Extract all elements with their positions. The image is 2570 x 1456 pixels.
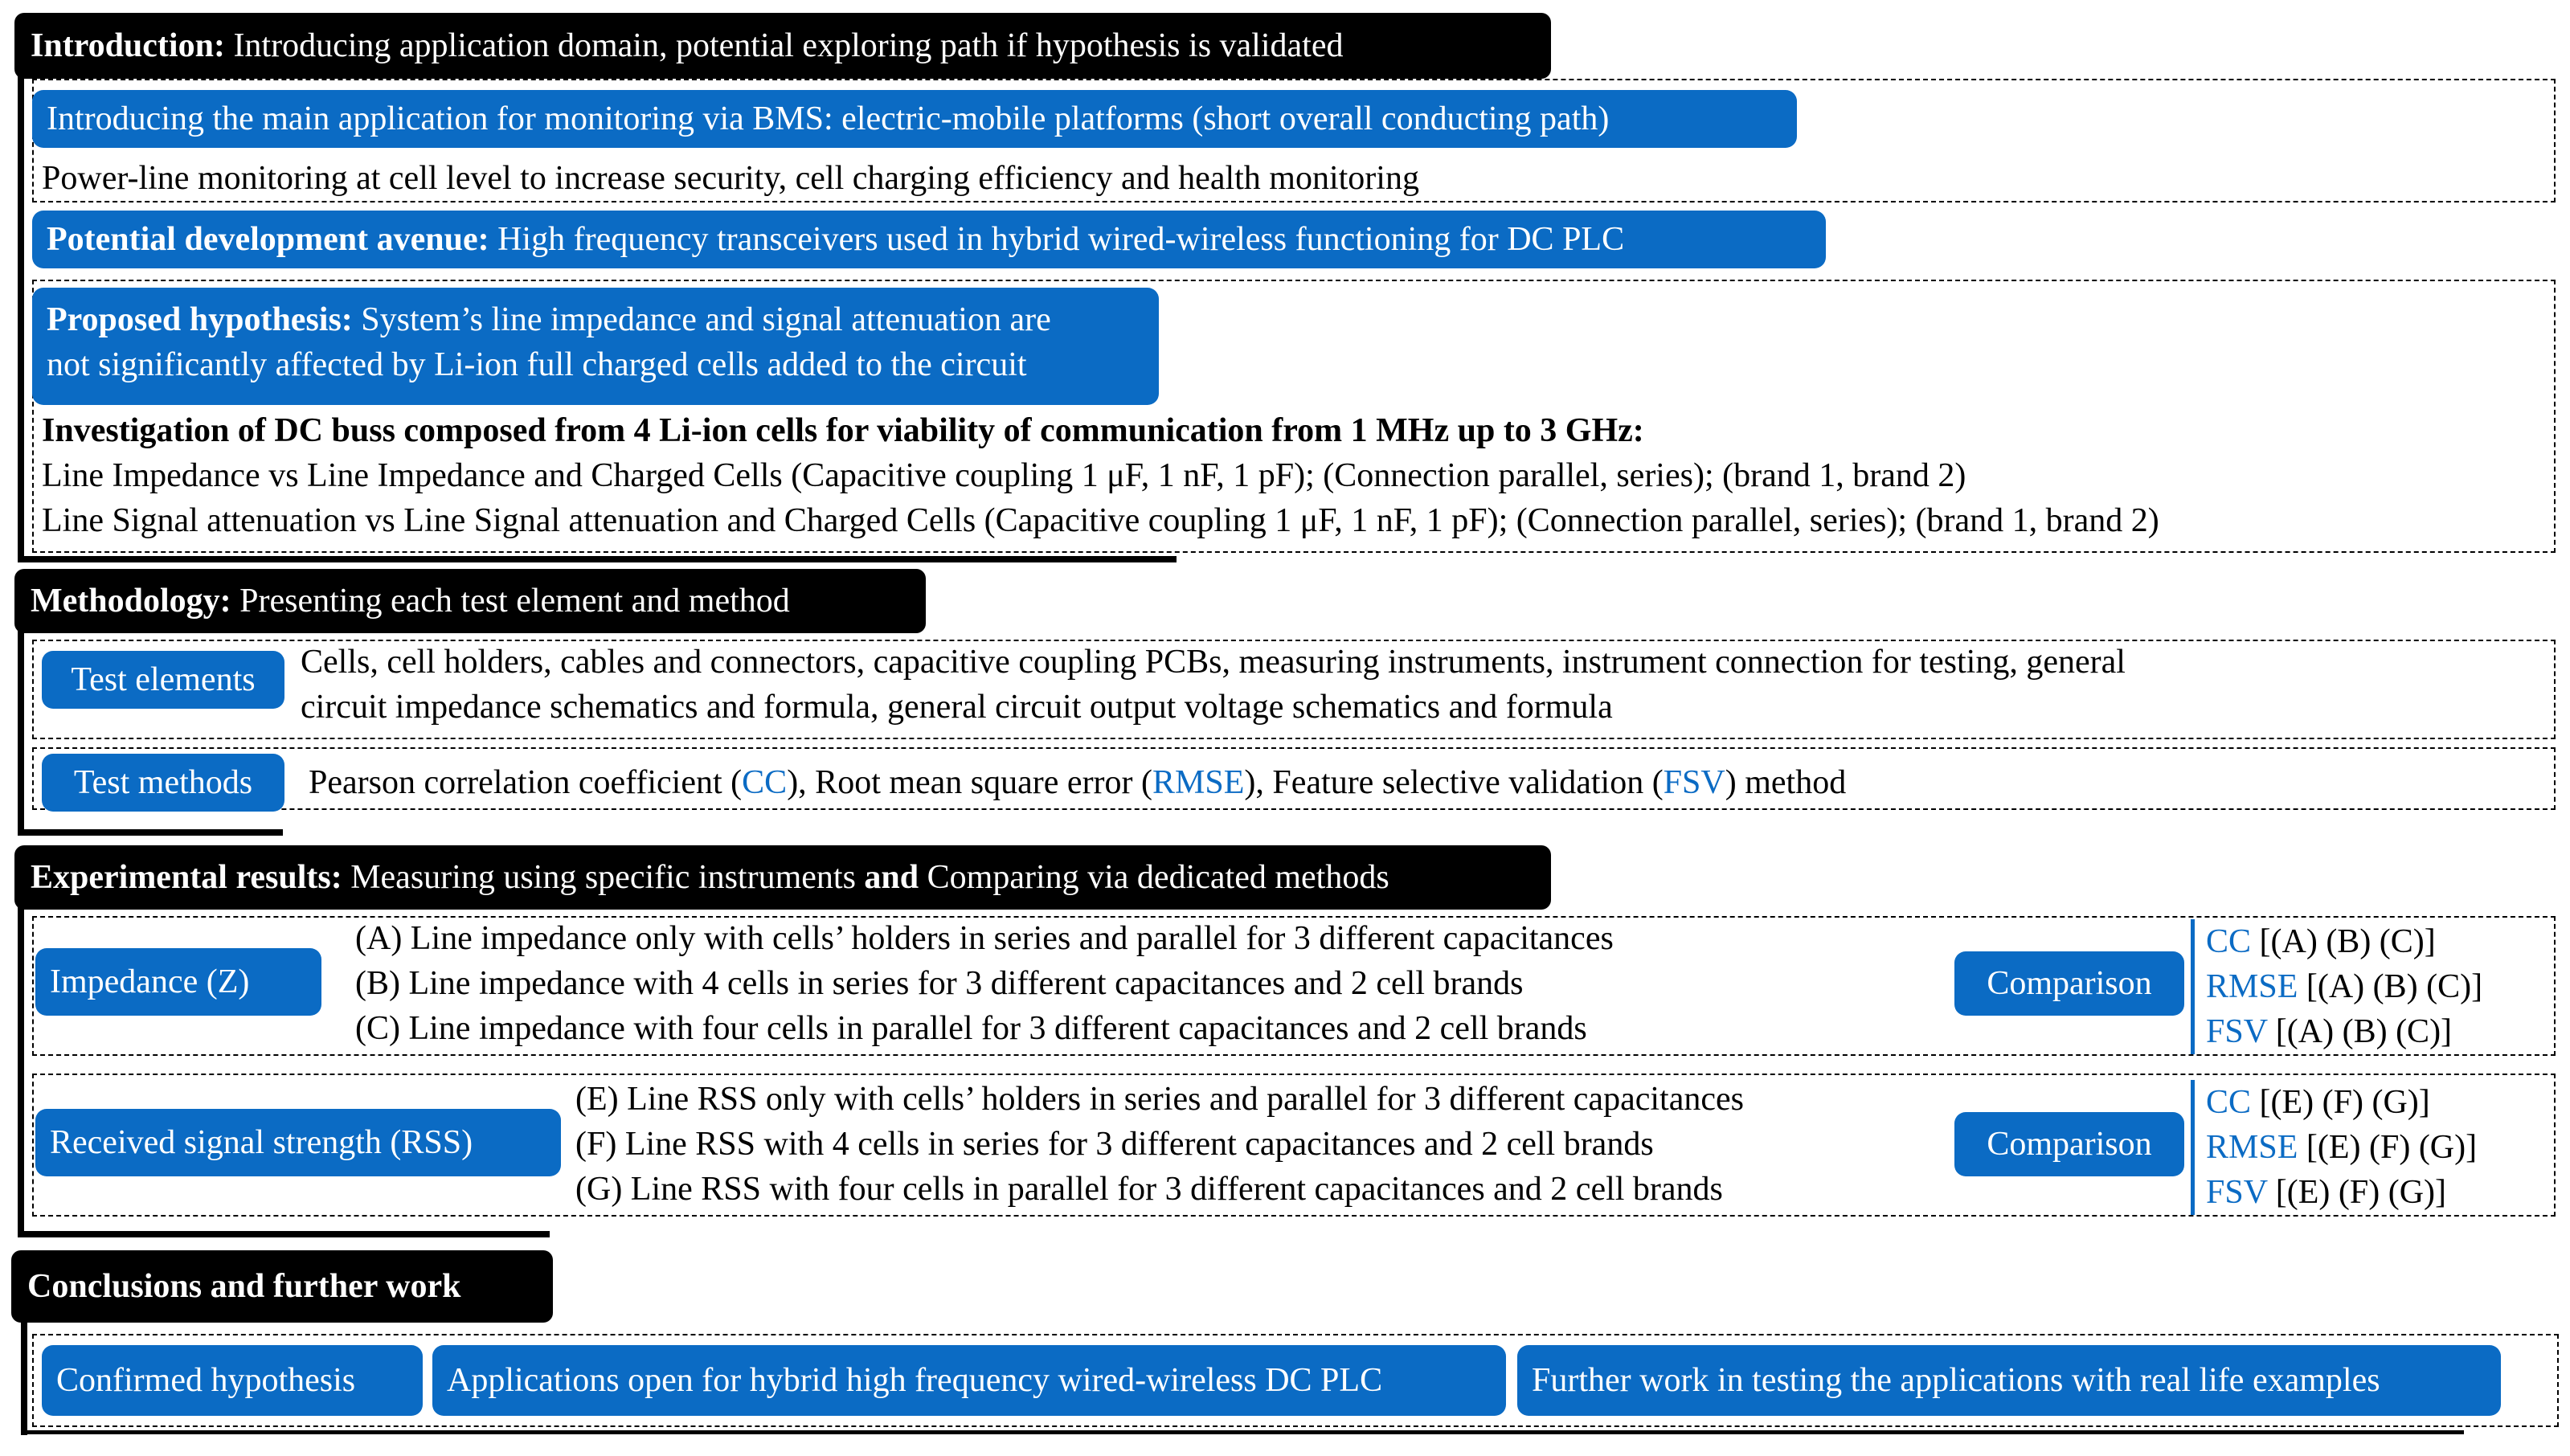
methodology-header-text: Presenting each test element and method: [231, 583, 790, 620]
impedance-comparison-rmse: [2206, 964, 2482, 1009]
rss-item-g: (G) Line RSS with four cells in parallel for 3 different capacitances and 2 cell brands: [575, 1171, 1723, 1208]
results-header: [14, 845, 1551, 910]
impedance-comparison-box: [1954, 951, 2184, 1016]
methods-fsv: FSV: [1663, 764, 1725, 801]
impedance-comparison-label: Comparison: [1987, 965, 2152, 1002]
rss-comparison-list: [2191, 1080, 2477, 1215]
rss-comparison-label: Comparison: [1987, 1126, 2152, 1163]
methods-cc: CC: [742, 764, 788, 801]
impedance-rmse-items: [(A) (B) (C)]: [2298, 968, 2483, 1005]
rss-cc-method: CC: [2206, 1084, 2252, 1121]
main-application-text: Introducing the main application for monitoring via BMS: electric-mobile platforms (short overall conducting path): [47, 100, 1610, 137]
introduction-base-line: [18, 556, 1177, 562]
methodology-header: [14, 569, 926, 633]
attenuation-investigation-text: Line Signal attenuation vs Line Signal attenuation and Charged Cells (Capacitive coupling 1 μF, 1 nF, 1 pF); (Connection parallel, series); (brand 1, brand 2): [42, 502, 2159, 539]
confirmed-hypothesis-text: Confirmed hypothesis: [56, 1362, 356, 1399]
rss-item-e: (E) Line RSS only with cells’ holders in series and parallel for 3 different capacitances: [575, 1081, 1744, 1118]
hypothesis-line-1: [47, 297, 1144, 342]
results-header-text-2: Comparing via dedicated methods: [919, 859, 1389, 896]
impedance-cc-method: CC: [2206, 923, 2252, 960]
methodology-base-line: [18, 829, 283, 836]
results-header-title: Experimental results:: [31, 859, 342, 896]
applications-box: [432, 1345, 1506, 1416]
rss-list: [575, 1077, 1744, 1212]
conclusions-header: [11, 1250, 553, 1323]
rss-comparison-rmse: [2206, 1125, 2477, 1170]
test-methods-text: [309, 760, 1846, 805]
impedance-investigation-text: Line Impedance vs Line Impedance and Charged Cells (Capacitive coupling 1 μF, 1 nF, 1 pF); (Connection parallel, series); (brand 1, brand 2): [42, 457, 1966, 494]
development-avenue-title: Potential development avenue:: [47, 221, 489, 258]
rss-rmse-method: RMSE: [2206, 1129, 2298, 1166]
confirmed-hypothesis-box: [42, 1345, 423, 1416]
results-base-line: [18, 1231, 550, 1237]
development-avenue-text: High frequency transceivers used in hybrid wired-wireless functioning for DC PLC: [489, 221, 1625, 258]
methods-text-4: ) method: [1725, 764, 1847, 801]
impedance-box: [35, 948, 321, 1016]
development-avenue-box: [32, 211, 1826, 268]
results-header-text-1: Measuring using specific instruments: [342, 859, 865, 896]
hypothesis-text-1: System’s line impedance and signal attenuation are: [352, 301, 1051, 338]
impedance-item-c: (C) Line impedance with four cells in parallel for 3 different capacitances and 2 cell brands: [355, 1010, 1587, 1047]
test-elements-box: [42, 651, 284, 709]
test-elements-label: Test elements: [71, 661, 256, 698]
introduction-header-text: Introducing application domain, potential exploring path if hypothesis is validated: [224, 27, 1344, 64]
rss-fsv-items: [(E) (F) (G)]: [2267, 1174, 2447, 1211]
rss-comparison-box: [1954, 1112, 2184, 1176]
impedance-cc-items: [(A) (B) (C)]: [2251, 923, 2436, 960]
introduction-header-title: Introduction:: [31, 27, 225, 64]
results-header-and: and: [864, 859, 919, 896]
methods-text-1: Pearson correlation coefficient (: [309, 764, 743, 801]
impedance-list: [355, 916, 1614, 1051]
impedance-item-b: (B) Line impedance with 4 cells in series for 3 different capacitances and 2 cell brands: [355, 965, 1524, 1002]
power-line-monitoring-text: Power-line monitoring at cell level to increase security, cell charging efficiency and health monitoring: [42, 160, 1419, 197]
test-elements-text-2: circuit impedance schematics and formula, general circuit output voltage schematics and formula: [301, 689, 1613, 726]
further-work-box: [1517, 1345, 2501, 1416]
hypothesis-line-2: not significantly affected by Li-ion full charged cells added to the circuit: [47, 346, 1027, 383]
rss-fsv-method: FSV: [2206, 1174, 2268, 1211]
applications-text: Applications open for hybrid high frequency wired-wireless DC PLC: [447, 1362, 1383, 1399]
rss-item-f: (F) Line RSS with 4 cells in series for 3 different capacitances and 2 cell brands: [575, 1126, 1654, 1163]
test-methods-box: [42, 754, 284, 812]
rss-comparison-cc: [2206, 1080, 2477, 1125]
impedance-label: Impedance (Z): [50, 963, 250, 1000]
rss-comparison-fsv: [2206, 1170, 2477, 1215]
main-application-box: [32, 90, 1797, 148]
methods-rmse: RMSE: [1152, 764, 1245, 801]
conclusions-header-title: Conclusions and further work: [27, 1268, 461, 1305]
impedance-rmse-method: RMSE: [2206, 968, 2298, 1005]
methods-text-2: ), Root mean square error (: [787, 764, 1153, 801]
impedance-item-a: (A) Line impedance only with cells’ holders in series and parallel for 3 different capacitances: [355, 920, 1614, 957]
rss-rmse-items: [(E) (F) (G)]: [2298, 1129, 2478, 1166]
hypothesis-box: [32, 288, 1159, 405]
introduction-header: [14, 13, 1551, 79]
impedance-comparison-fsv: [2206, 1009, 2482, 1054]
test-methods-label: Test methods: [73, 764, 253, 801]
methodology-header-title: Methodology:: [31, 583, 231, 620]
rss-box: [35, 1109, 561, 1176]
rss-label: Received signal strength (RSS): [50, 1124, 473, 1161]
impedance-comparison-list: [2191, 919, 2482, 1054]
investigation-heading: Investigation of DC buss composed from 4 Li-ion cells for viability of communication from 1 MHz up to 3 GHz:: [42, 412, 1644, 449]
impedance-comparison-cc: [2206, 919, 2482, 964]
results-spine: [18, 868, 24, 1237]
rss-cc-items: [(E) (F) (G)]: [2251, 1084, 2430, 1121]
hypothesis-title: Proposed hypothesis:: [47, 301, 353, 338]
impedance-fsv-method: FSV: [2206, 1013, 2268, 1050]
test-elements-text-1: Cells, cell holders, cables and connectors, capacitive coupling PCBs, measuring instruments, instrument connection for testing, general: [301, 644, 2126, 681]
introduction-spine: [18, 32, 24, 562]
impedance-fsv-items: [(A) (B) (C)]: [2267, 1013, 2453, 1050]
methods-text-3: ), Feature selective validation (: [1244, 764, 1664, 801]
further-work-text: Further work in testing the applications with real life examples: [1532, 1362, 2380, 1399]
conclusions-base-line: [21, 1430, 2464, 1434]
